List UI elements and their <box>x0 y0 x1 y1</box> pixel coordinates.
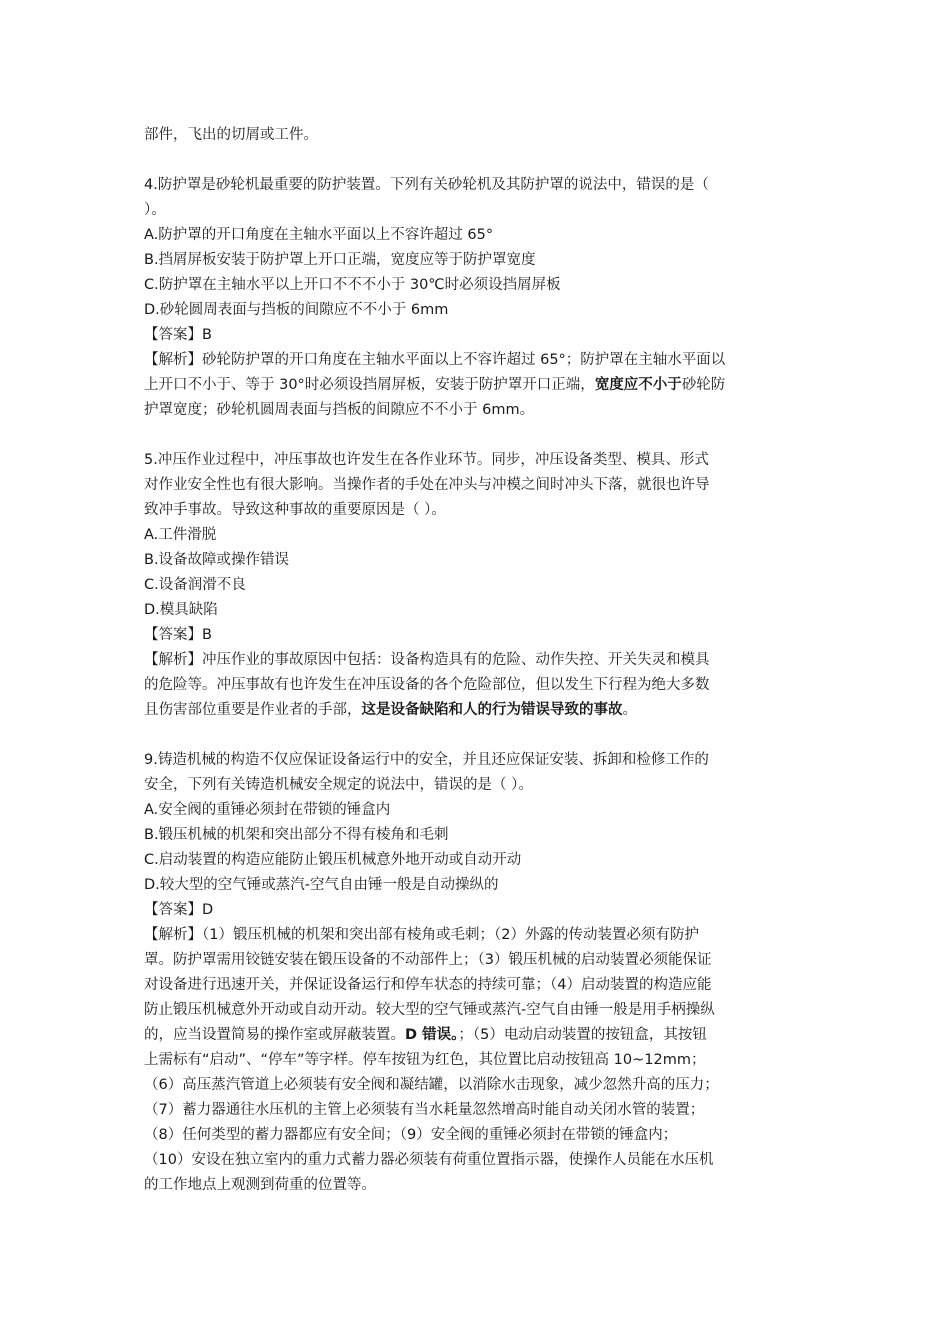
analysis-line <box>144 698 808 723</box>
analysis-line: 对设备进行迅速开关，并保证设备运行和停车状态的持续可靠；（4）启动装置的构造应能 <box>144 977 712 993</box>
analysis-line: 上需标有“启动”、“停车”等字样。停车按钮为红色，其位置比启动按钮高 10~12mm； <box>144 1052 706 1068</box>
analysis-emphasis: 这是设备缺陷和人的行为错误导致的事故 <box>361 702 623 718</box>
analysis-text: ；（5）电动启动装置的按钮盒，其按钮 <box>458 1027 707 1043</box>
option-c: C.防护罩在主轴水平以上开口不不不小于 30℃时必须设挡屑屏板 <box>144 277 561 293</box>
option-a: A.防护罩的开口角度在主轴水平面以上不容许超过 65° <box>144 227 494 243</box>
analysis-line: （8）任何类型的蓄力器都应有安全间；（9）安全阀的重锤必须封在带锁的锤盒内； <box>144 1127 678 1143</box>
question-4 <box>144 173 808 423</box>
analysis-line: 罩。防护罩需用铰链安装在锻压设备的不动部件上；（3）锻压机械的启动装置必须能保证 <box>144 952 712 968</box>
analysis-line: （7）蓄力器通往水压机的主管上必须装有当水耗量忽然增高时能自动关闭水管的装置； <box>144 1102 705 1118</box>
option-d: D.砂轮圆周表面与挡板的间隙应不不小于 6mm <box>144 302 449 318</box>
analysis-text: 上开口不小于、等于 30°时必须设挡屑屏板，安装于防护罩开口正端， <box>144 377 595 393</box>
option-b: B.挡屑屏板安装于防护罩上开口正端，宽度应等于防护罩宽度 <box>144 252 536 268</box>
question-stem: 5.冲压作业过程中，冲压事故也许发生在各作业环节。同步，冲压设备类型、模具、形式 <box>144 452 709 468</box>
question-9 <box>144 748 808 1198</box>
intro-line: 部件，飞出的切屑或工件。 <box>144 127 318 143</box>
option-b: B.设备故障或操作错误 <box>144 552 290 568</box>
option-b: B.锻压机械的机架和突出部分不得有棱角和毛刺 <box>144 827 449 843</box>
option-c: C.设备润滑不良 <box>144 577 246 593</box>
paragraph-gap <box>144 423 808 448</box>
question-stem: 对作业安全性也有很大影响。当操作者的手处在冲头与冲模之间时冲头下落，就很也许导 <box>144 477 710 493</box>
analysis-line: （10）安设在独立室内的重力式蓄力器必须装有荷重位置指示器，使操作人员能在水压机 <box>144 1152 714 1168</box>
analysis-line: 的工作地点上观测到荷重的位置等。 <box>144 1177 376 1193</box>
analysis-line: 【解析】（1）锻压机械的机架和突出部有棱角或毛刺；（2）外露的传动装置必须有防护 <box>144 927 699 943</box>
analysis-emphasis: D 错误。 <box>405 1027 459 1043</box>
option-d: D.模具缺陷 <box>144 602 218 618</box>
analysis-line: 的危险等。冲压事故有也许发生在冲压设备的各个危险部位，但以发生下行程为绝大多数 <box>144 677 710 693</box>
option-d: D.较大型的空气锤或蒸汽-空气自由锤一般是自动操纵的 <box>144 877 499 893</box>
analysis-line: 防止锻压机械意外开动或自动开动。较大型的空气锤或蒸汽-空气自由锤一般是用手柄操纵 <box>144 1002 715 1018</box>
paragraph-gap <box>144 148 808 173</box>
question-stem: 4.防护罩是砂轮机最重要的防护装置。下列有关砂轮机及其防护罩的说法中，错误的是（ <box>144 177 709 193</box>
answer: 【答案】D <box>144 902 214 918</box>
question-stem: ）。 <box>144 202 166 218</box>
question-stem: 9.铸造机械的构造不仅应保证设备运行中的安全，并且还应保证安装、拆卸和检修工作的 <box>144 752 709 768</box>
document-page <box>144 123 808 1198</box>
question-stem: 致冲手事故。导致这种事故的重要原因是（ ）。 <box>144 502 446 518</box>
answer: 【答案】B <box>144 627 212 643</box>
answer: 【答案】B <box>144 327 212 343</box>
analysis-line: （6）高压蒸汽管道上必须装有安全阀和凝结罐，以消除水击现象，减少忽然升高的压力； <box>144 1077 719 1093</box>
analysis-line: 护罩宽度；砂轮机圆周表面与挡板的间隙应不不小于 6mm。 <box>144 402 535 418</box>
analysis-text: 砂轮防 <box>681 377 726 393</box>
analysis-emphasis: 宽度应不小于 <box>594 377 682 393</box>
option-a: A.安全阀的重锤必须封在带锁的锤盒内 <box>144 802 391 818</box>
analysis-text: 。 <box>622 702 637 718</box>
option-c: C.启动装置的构造应能防止锻压机械意外地开动或自动开动 <box>144 852 522 868</box>
analysis-text: 且伤害部位重要是作业者的手部， <box>144 702 362 718</box>
analysis-text: 的，应当设置简易的操作室或屏蔽装置。 <box>144 1027 405 1043</box>
analysis-line: 【解析】冲压作业的事故原因中包括：设备构造具有的危险、动作失控、开关失灵和模具 <box>144 652 710 668</box>
analysis-line <box>144 1023 808 1048</box>
paragraph-gap <box>144 723 808 748</box>
analysis-line: 【解析】砂轮防护罩的开口角度在主轴水平面以上不容许超过 65°；防护罩在主轴水平面以 <box>144 352 726 368</box>
question-5 <box>144 448 808 723</box>
analysis-line <box>144 373 808 398</box>
option-a: A.工件滑脱 <box>144 527 217 543</box>
question-stem: 安全，下列有关铸造机械安全规定的说法中，错误的是（ ）。 <box>144 777 533 793</box>
